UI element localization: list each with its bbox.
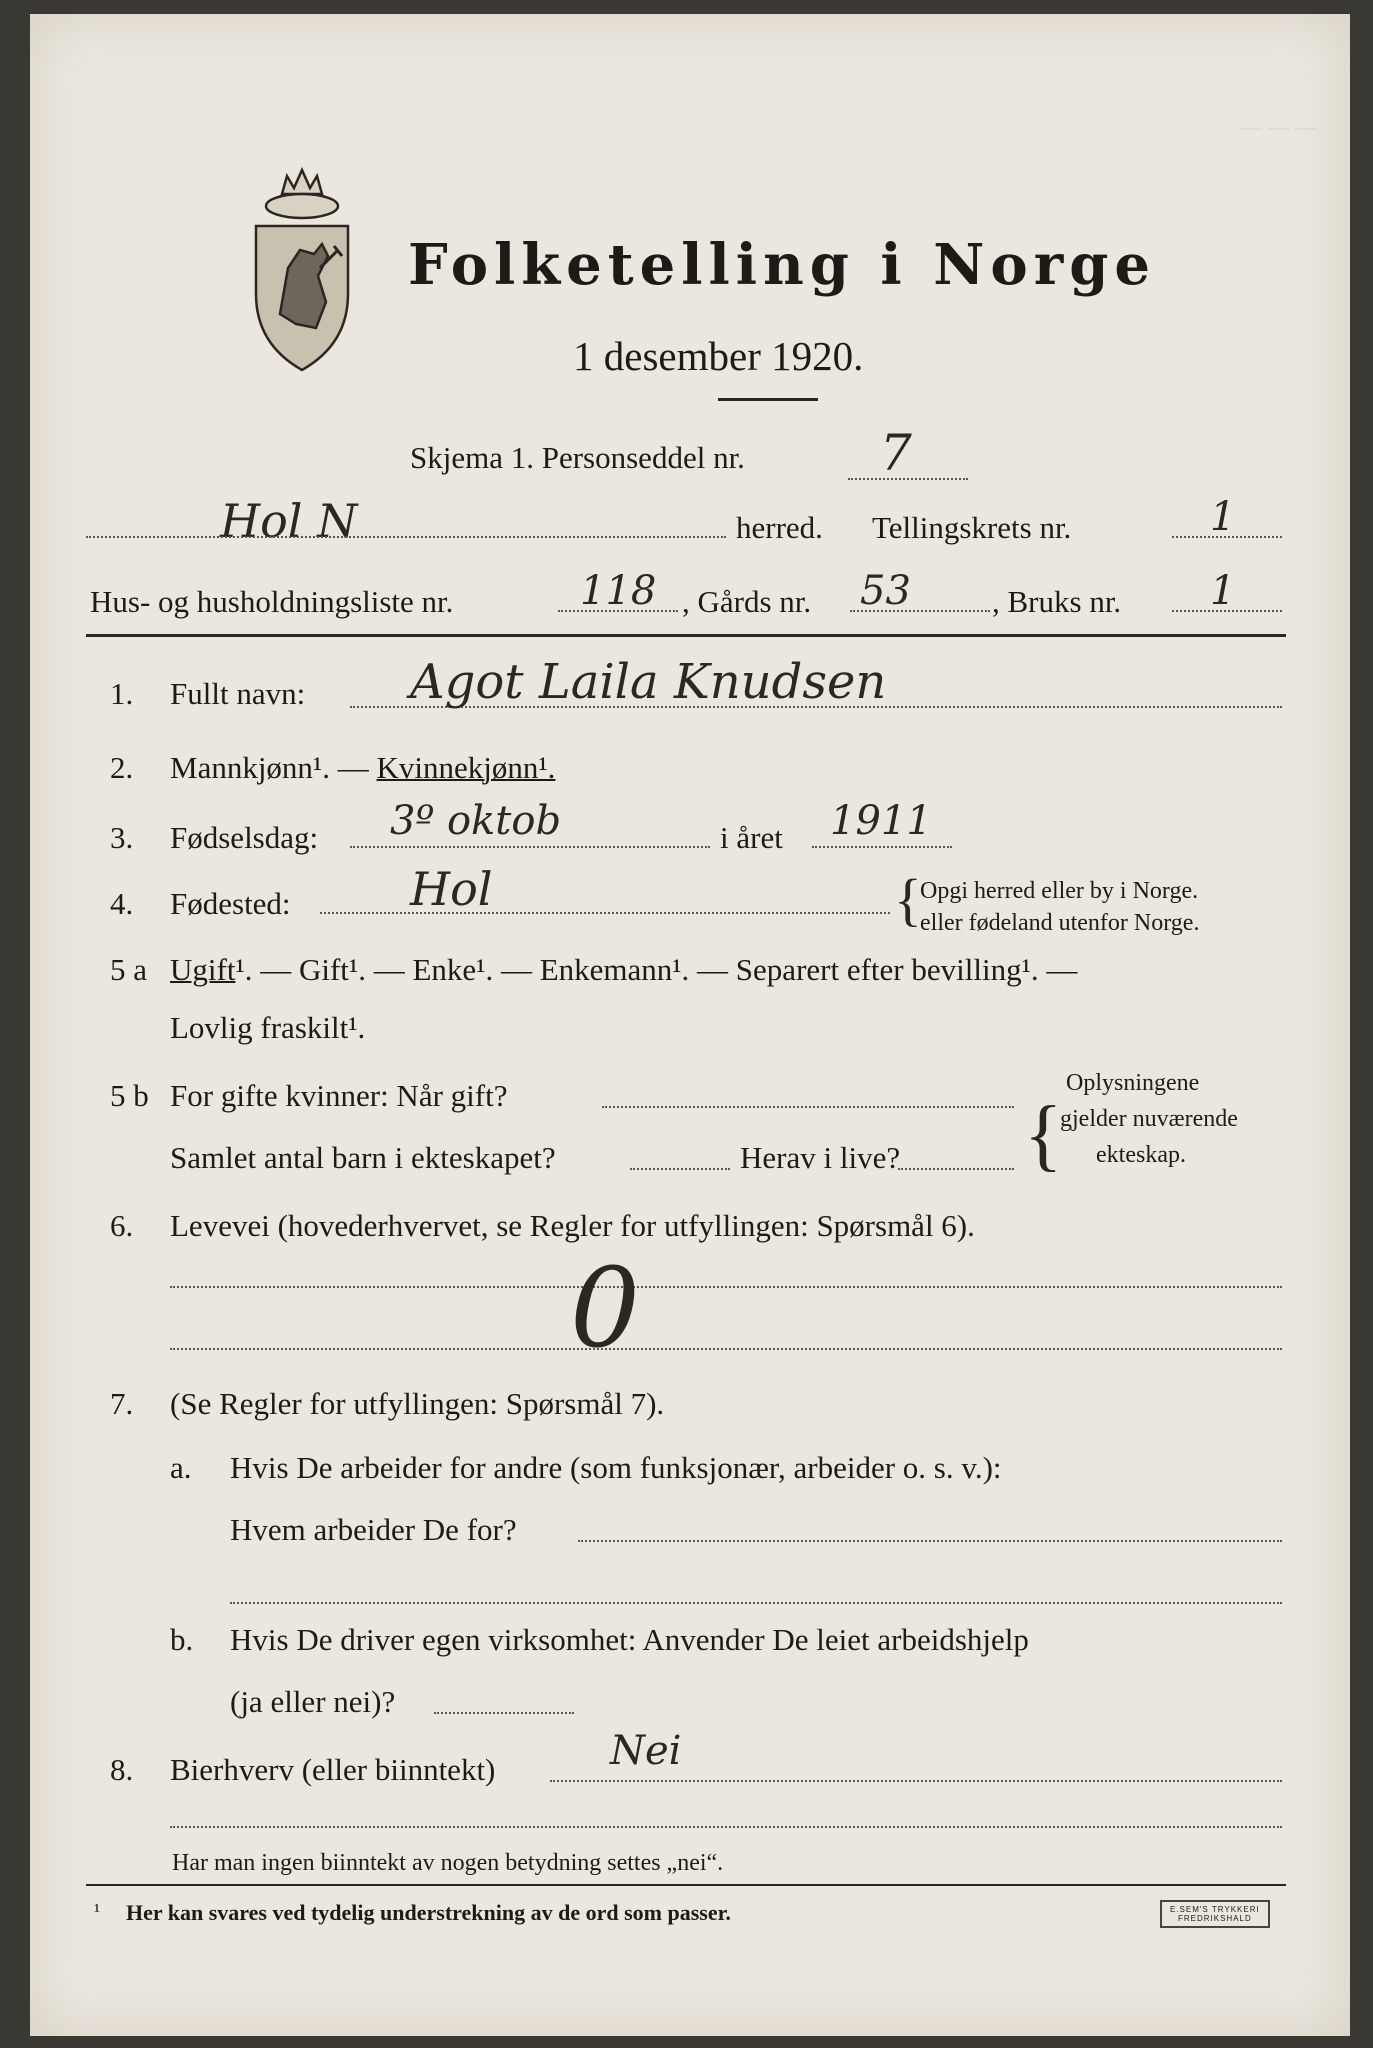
- hus-label: Hus- og husholdningsliste nr.: [90, 584, 454, 619]
- birth-year-label: i året: [720, 820, 783, 855]
- coat-of-arms-icon: [242, 164, 362, 376]
- question-8-label: Bierhverv (eller biinntekt): [170, 1752, 496, 1787]
- title-divider: [718, 398, 818, 401]
- gards-value[interactable]: 53: [860, 568, 911, 614]
- marriage-note-1: Oplysningene: [1066, 1070, 1200, 1096]
- birthdate-value[interactable]: 3º oktob: [390, 798, 562, 844]
- personseddel-value[interactable]: 7: [880, 424, 912, 482]
- hus-value[interactable]: 118: [580, 568, 657, 614]
- question-4-label: Fødested:: [170, 886, 291, 921]
- marital-status-options: [170, 952, 1077, 988]
- question-6-number: 6.: [110, 1208, 134, 1243]
- hired-help-line: [434, 1712, 574, 1714]
- question-2-label: [170, 750, 555, 786]
- side-income-line: [550, 1780, 1282, 1782]
- birthplace-note-2: eller fødeland utenfor Norge.: [920, 910, 1200, 936]
- section-divider: [86, 634, 1286, 637]
- full-name-value[interactable]: Agot Laila Knudsen: [410, 654, 887, 710]
- herred-label: herred.: [736, 510, 823, 545]
- male-option[interactable]: Mannkjønn¹. —: [170, 750, 377, 785]
- question-7a-line-2: Hvem arbeider De for?: [230, 1512, 517, 1547]
- brace: {: [894, 867, 922, 932]
- question-2-number: 2.: [110, 750, 134, 785]
- bruks-value[interactable]: 1: [1210, 568, 1236, 614]
- question-4-number: 4.: [110, 886, 134, 921]
- census-form-sheet: [30, 14, 1350, 2036]
- footnote-divider: [86, 1884, 1286, 1886]
- married-when-line: [602, 1106, 1014, 1108]
- question-7a-line-1: Hvis De arbeider for andre (som funksjonær, arbeider o. s. v.):: [230, 1450, 1002, 1485]
- occupation-line-1: [170, 1286, 1282, 1288]
- tellingskrets-label: Tellingskrets nr.: [872, 510, 1072, 545]
- birthdate-line: [350, 846, 710, 848]
- other-marital-options[interactable]: ¹. — Gift¹. — Enke¹. — Enkemann¹. — Separert efter bevilling¹. —: [235, 952, 1078, 987]
- question-5b-number: 5 b: [110, 1078, 149, 1113]
- question-7a-letter: a.: [170, 1450, 192, 1485]
- birthplace-value[interactable]: Hol: [410, 862, 493, 916]
- birth-year-line: [812, 846, 952, 848]
- question-3-number: 3.: [110, 820, 134, 855]
- skjema-label: Skjema 1. Personseddel nr.: [410, 440, 745, 475]
- footnote-text: Her kan svares ved tydelig understrekning av de ord som passer.: [126, 1900, 731, 1925]
- herred-value[interactable]: Hol N: [220, 494, 358, 548]
- birth-year-value[interactable]: 1911: [830, 798, 932, 844]
- employer-line-2: [230, 1602, 1282, 1604]
- marriage-note-3: ekteskap.: [1096, 1142, 1186, 1168]
- female-option[interactable]: Kvinnekjønn¹.: [376, 750, 556, 785]
- question-8-number: 8.: [110, 1752, 134, 1787]
- gards-label: , Gårds nr.: [682, 584, 812, 619]
- bruks-label: , Bruks nr.: [992, 584, 1122, 619]
- divorced-option[interactable]: Lovlig fraskilt¹.: [170, 1010, 366, 1045]
- census-date: 1 desember 1920.: [573, 333, 864, 379]
- alive-line: [898, 1168, 1014, 1170]
- question-1-number: 1.: [110, 676, 134, 711]
- brace: {: [1024, 1091, 1063, 1179]
- occupation-value[interactable]: 0: [570, 1244, 640, 1372]
- unmarried-option[interactable]: Ugift: [170, 952, 236, 987]
- marriage-note-2: gjelder nuværende: [1060, 1106, 1238, 1132]
- children-line: [630, 1168, 730, 1170]
- side-income-note: Har man ingen biinntekt av nogen betydning settes „nei“.: [172, 1850, 724, 1876]
- tellingskrets-value[interactable]: 1: [1210, 494, 1236, 540]
- bleed-through-text: — — —: [1240, 114, 1317, 139]
- birthplace-note-1: Opgi herred eller by i Norge.: [920, 878, 1199, 904]
- stamp-line-1: E.SEM'S TRYKKERI: [1170, 1905, 1260, 1914]
- question-1-label: Fullt navn:: [170, 676, 306, 711]
- question-7b-letter: b.: [170, 1622, 194, 1657]
- alive-label: Herav i live?: [740, 1140, 901, 1175]
- stamp-line-2: FREDRIKSHALD: [1177, 1914, 1252, 1923]
- question-7b-line-1: Hvis De driver egen virksomhet: Anvender De leiet arbeidshjelp: [230, 1622, 1029, 1657]
- question-6-label: Levevei (hovederhvervet, se Regler for utfyllingen: Spørsmål 6).: [170, 1208, 975, 1243]
- question-3-label: Fødselsdag:: [170, 820, 319, 855]
- question-5a-number: 5 a: [110, 952, 148, 987]
- married-when-label: For gifte kvinner: Når gift?: [170, 1078, 508, 1113]
- herred-line: [86, 536, 726, 538]
- side-income-value[interactable]: Nei: [610, 1728, 682, 1774]
- question-7-number: 7.: [110, 1386, 134, 1421]
- employer-line-1: [578, 1540, 1282, 1542]
- children-label: Samlet antal barn i ekteskapet?: [170, 1140, 556, 1175]
- question-7-label: (Se Regler for utfyllingen: Spørsmål 7).: [170, 1386, 665, 1421]
- form-title: Folketelling i Norge: [408, 232, 1157, 298]
- occupation-line-2: [170, 1348, 1282, 1350]
- separator-line: [170, 1826, 1282, 1828]
- footnote-mark: ¹: [94, 1900, 100, 1922]
- question-7b-line-2: (ja eller nei)?: [230, 1684, 396, 1719]
- printer-stamp: [1160, 1900, 1270, 1928]
- birthplace-line: [320, 912, 890, 914]
